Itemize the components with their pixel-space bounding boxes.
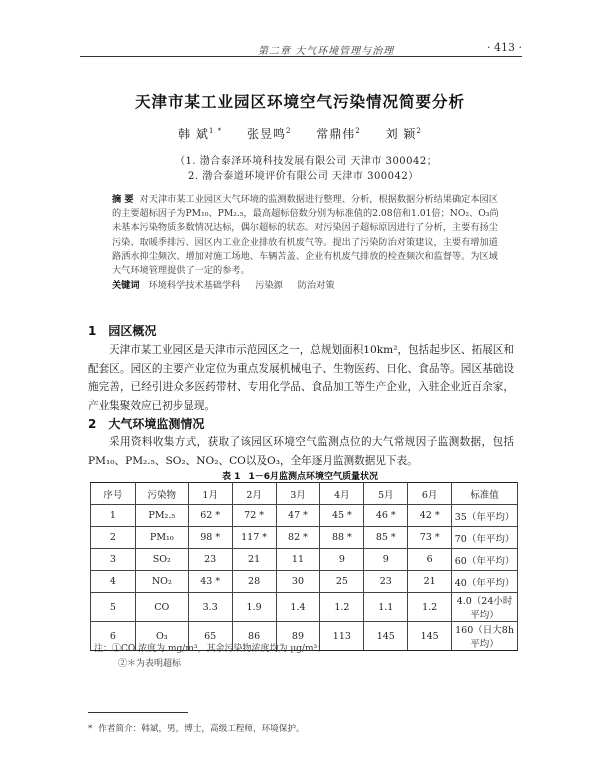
table-cell: 1.2 (320, 593, 364, 622)
table-row (91, 571, 518, 593)
abstract-label: 摘 要 (112, 194, 134, 205)
table-header-cell: 6月 (408, 483, 452, 505)
table-cell: 11 (276, 549, 320, 571)
section-2-paragraph: 采用资料收集方式，获取了该园区环境空气监测点位的大气常规因子监测数据，包括PM₁₀、PM₂.₅、SO₂、NO₂、CO以及O₃，全年逐月监测数据见下表。 (88, 436, 514, 467)
table-cell: 30 (276, 571, 320, 593)
table-cell: 25 (320, 571, 364, 593)
table-cell: 70（年平均） (452, 527, 518, 549)
table-header-cell: 污染物 (135, 483, 188, 505)
author: 张昱鸣$^2$ (246, 127, 292, 141)
running-header (80, 40, 522, 57)
table-cell: CO (135, 593, 188, 622)
table-row (91, 527, 518, 549)
table-header-row (91, 483, 518, 505)
table-cell: 21 (232, 549, 276, 571)
section-heading-2: 2 大气环境监测情况 (88, 417, 205, 431)
table-cell: 98 * (188, 527, 232, 549)
table-cell: 1.4 (276, 593, 320, 622)
footnote-divider (88, 712, 188, 713)
table-cell: 88 * (320, 527, 364, 549)
table-note-1: 注：①CO 浓度为 mg/m³，其余污染物浓度均为 μg/m³； (94, 644, 327, 654)
table-cell: 40（年平均） (452, 571, 518, 593)
table-cell: 1 (91, 505, 136, 527)
table-cell: 145 (408, 622, 452, 651)
section-1-paragraph: 天津市某工业园区是天津市示范园区之一，总规划面积10km²，包括起步区、拓展区和配套区。园区的主要产业定位为重点发展机械电子、生物医药、日化、食品等。园区基础设施完善，已经引进众多医药带材、专用化学品、食品加工等生产企业，入驻企业近百余家，产业集聚效应已初步显现。 (88, 344, 514, 412)
table-row (91, 549, 518, 571)
table-cell: 86 (232, 622, 276, 651)
author: 韩 斌$^{1 *}$ (178, 127, 223, 141)
table-cell: 3 (91, 549, 136, 571)
table-row (91, 505, 518, 527)
table-cell: 6 (91, 622, 136, 651)
table-header-cell: 5月 (364, 483, 408, 505)
table-cell: 85 * (364, 527, 408, 549)
table-cell: PM₁₀ (135, 527, 188, 549)
table-cell: 23 (188, 549, 232, 571)
keywords (112, 277, 512, 291)
table-cell: 1.1 (364, 593, 408, 622)
table-cell: 160（日大8h平均） (452, 622, 518, 651)
section-heading-1: 1 园区概况 (88, 324, 157, 338)
table-cell: 9 (364, 549, 408, 571)
affiliation-1: （1. 渤合泰泽环境科技发展有限公司 天津市 300042； (175, 156, 438, 167)
paper-title: 天津市某工业园区环境空气污染情况简要分析 (134, 93, 465, 111)
table-cell: 6 (408, 549, 452, 571)
table-cell: 145 (364, 622, 408, 651)
page-number: · 413 · (487, 41, 522, 54)
author: 常鼎伟$^2$ (316, 127, 361, 141)
table-cell: 3.3 (188, 593, 232, 622)
table-cell: 113 (320, 622, 364, 651)
table-cell: 65 (188, 622, 232, 651)
table-cell: PM₂.₅ (135, 505, 188, 527)
table-header-cell: 标准值 (452, 483, 518, 505)
table-cell: O₃ (135, 622, 188, 651)
table-cell: NO₂ (135, 571, 188, 593)
table-header-cell: 3月 (276, 483, 320, 505)
table-cell: 89 (276, 622, 320, 651)
abstract (112, 193, 502, 278)
table-cell: 1.9 (232, 593, 276, 622)
table-cell: 72 * (232, 505, 276, 527)
table-cell: 28 (232, 571, 276, 593)
table-cell: 46 * (364, 505, 408, 527)
table-cell: 45 * (320, 505, 364, 527)
table-note-2: ②＊为表明超标 (118, 659, 182, 669)
table-header-cell: 序号 (91, 483, 136, 505)
table-cell: 1.2 (408, 593, 452, 622)
table-cell: 4.0（24小时平均） (452, 593, 518, 622)
author: 刘 颖$^2$ (385, 127, 422, 141)
table-cell: 62 * (188, 505, 232, 527)
table-cell: 5 (91, 593, 136, 622)
table-cell: 117 * (232, 527, 276, 549)
table-cell: 43 * (188, 571, 232, 593)
table-cell: 35（年平均） (452, 505, 518, 527)
author-list (0, 125, 600, 142)
table-cell: 82 * (276, 527, 320, 549)
table-caption: 表 1 1－6月监测点环境空气质量状况 (222, 472, 378, 482)
chapter-title: 第二章 大气环境管理与治理 (258, 46, 395, 57)
table-header-cell: 1月 (188, 483, 232, 505)
keywords-label: 关键词 (112, 280, 140, 291)
air-quality-table (90, 482, 518, 651)
table-row (91, 593, 518, 622)
table-cell: SO₂ (135, 549, 188, 571)
table-cell: 47 * (276, 505, 320, 527)
table-header-cell: 4月 (320, 483, 364, 505)
table-cell: 60（年平均） (452, 549, 518, 571)
author-footnote: * 作者简介：韩斌，男，博士，高级工程师，环境保护。 (88, 724, 305, 734)
table-cell: 73 * (408, 527, 452, 549)
table-cell: 42 * (408, 505, 452, 527)
table-cell: 21 (408, 571, 452, 593)
abstract-text: 对天津市某工业园区大气环境的监测数据进行整理、分析，根据数据分析结果确定本园区的主要超标因子为PM₁₀、PM₂.₅，最高超标倍数分别为标准值的2.08倍和1.01倍；NO₂、O₃尚未基本污染物质多数情况达标，偶尔超标的状态。对污染因子超标原因进行了分析，主要有扬尘污染、取暖季排污、园区内工业企业排放有机废气等。提出了污染防治对策建议，主要有增加道路洒水抑尘频次、增加对施工场地、车辆苫盖、企业有机废气排放的检查频次和监督等。为区域大气环境管理提供了一定的参考。 (112, 194, 499, 277)
keyword: 防治对策 (297, 280, 335, 291)
table-header-cell: 2月 (232, 483, 276, 505)
table-cell: 2 (91, 527, 136, 549)
table-cell: 9 (320, 549, 364, 571)
table-cell: 4 (91, 571, 136, 593)
keyword: 环境科学技术基础学科 (148, 280, 241, 291)
affiliation-2: 2. 渤合泰道环境评价有限公司 天津市 300042） (188, 171, 419, 182)
table-cell: 23 (364, 571, 408, 593)
keyword: 污染源 (255, 280, 283, 291)
